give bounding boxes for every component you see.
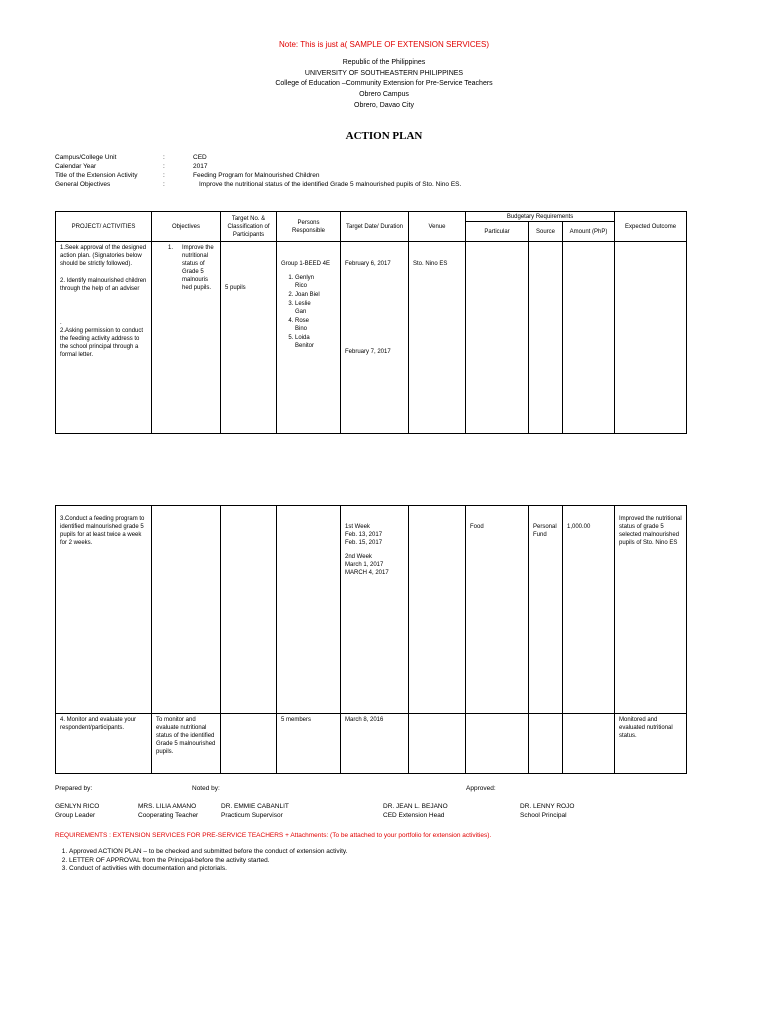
colon: : bbox=[163, 163, 165, 170]
action-plan-table-1 bbox=[55, 211, 687, 434]
persons-cell bbox=[277, 714, 341, 774]
colon: : bbox=[163, 154, 165, 161]
header-date: Target Date/ Duration bbox=[341, 212, 409, 242]
signatory-name: MRS. LILIA AMANO bbox=[138, 803, 197, 810]
objective-number: 1. bbox=[168, 245, 174, 251]
source-cell bbox=[529, 506, 563, 714]
requirements-list bbox=[55, 848, 347, 874]
signatory bbox=[520, 803, 574, 820]
activity-asking-permission: 2.Asking permission to conduct the feeding activity address to the school principal through a formal letter. bbox=[60, 328, 144, 358]
header-target: Target No. & Classification of Participants bbox=[221, 212, 277, 242]
week2-dates: March 1, 2017 MARCH 4, 2017 bbox=[345, 562, 389, 576]
venue-cell bbox=[409, 242, 466, 434]
colon: : bbox=[163, 172, 165, 179]
table-row bbox=[56, 242, 687, 434]
person-item: 4. Rose Bino bbox=[295, 317, 321, 333]
activity-dot: . bbox=[60, 320, 62, 326]
signatory-name: DR. LENNY ROJO bbox=[520, 803, 575, 810]
date-b: February 7, 2017 bbox=[345, 349, 391, 355]
activity-value: Feeding Program for Malnourished Children bbox=[193, 172, 320, 179]
venue-value: Sto. Nino ES bbox=[413, 261, 448, 267]
header-budget: Budgetary Requirements bbox=[466, 212, 615, 222]
date-cell bbox=[341, 242, 409, 434]
date-cell bbox=[341, 714, 409, 774]
person-item: 1. Genlyn Rico bbox=[295, 274, 321, 290]
info-block bbox=[55, 154, 615, 194]
source-value: Personal Fund bbox=[533, 524, 557, 538]
header-college: College of Education –Community Extension for Pre-Service Teachers bbox=[275, 80, 493, 87]
header-activities: PROJECT/ ACTIVITIES bbox=[56, 212, 152, 242]
page-title: ACTION PLAN bbox=[345, 130, 423, 142]
header-objectives: Objectives bbox=[152, 212, 221, 242]
particular-value: Food bbox=[470, 524, 484, 530]
objectives-value: Improve the nutritional status of the identified Grade 5 malnourished pupils of Sto. Nino ES. bbox=[199, 181, 462, 188]
signatory-role: Practicum Supervisor bbox=[221, 811, 283, 819]
particular-cell bbox=[466, 506, 529, 714]
header-university: UNIVERSITY OF SOUTHEASTERN PHILIPPINES bbox=[304, 70, 464, 77]
header-venue: Venue bbox=[409, 212, 466, 242]
week1-label: 1st Week bbox=[345, 524, 370, 530]
header-campus: Obrero Campus bbox=[359, 91, 409, 98]
objectives-cell bbox=[152, 714, 221, 774]
signatory bbox=[221, 803, 289, 820]
target-cell bbox=[221, 242, 277, 434]
header-amount: Amount (PhP) bbox=[563, 222, 615, 242]
list-item: 1. Approved ACTION PLAN – to be checked and submitted before the conduct of extension activity. bbox=[69, 848, 347, 857]
persons-list bbox=[281, 274, 336, 350]
week2-label: 2nd Week bbox=[345, 554, 372, 560]
requirements-note: REQUIREMENTS : EXTENSION SERVICES FOR PRE-SERVICE TEACHERS + Attachments: (To be attached to your portfolio for extension activities). bbox=[55, 832, 492, 839]
noted-label: Noted by: bbox=[192, 785, 220, 792]
activity-feeding: 3.Conduct a feeding program to identified malnourished grade 5 pupils for at least twice a week for 2 weeks. bbox=[60, 516, 145, 546]
action-plan-table-2 bbox=[55, 505, 687, 774]
signatory-name: GENLYN RICO bbox=[55, 803, 100, 810]
header-city: Obrero, Davao City bbox=[354, 102, 414, 109]
header-particular: Particular bbox=[466, 222, 529, 242]
persons-cell bbox=[277, 242, 341, 434]
amount-value: 1,000.00 bbox=[567, 524, 591, 530]
objectives-cell bbox=[152, 242, 221, 434]
outcome-cell bbox=[615, 506, 687, 714]
date-a: February 6, 2017 bbox=[345, 261, 391, 267]
activities-cell bbox=[56, 714, 152, 774]
objective-text: Improve the nutritional status of Grade 5 malnouris hed pupils. bbox=[182, 245, 214, 291]
year-key: Calendar Year bbox=[55, 163, 97, 170]
signatory bbox=[55, 803, 99, 820]
person-item: 5. Loida Benitor bbox=[295, 334, 321, 350]
approved-label: Approved: bbox=[466, 785, 496, 792]
target-value: 5 pupils bbox=[225, 285, 246, 291]
signatory-role: Group Leader bbox=[55, 811, 96, 819]
outcome-monitor: Monitored and evaluated nutritional status. bbox=[619, 717, 673, 739]
outcome-cell bbox=[615, 714, 687, 774]
person-item: 3. Leslie Gan bbox=[295, 300, 321, 316]
header-republic: Republic of the Philippines bbox=[342, 59, 426, 66]
signatory-name: DR. JEAN L. BEJANO bbox=[383, 803, 448, 810]
activities-cell bbox=[56, 506, 152, 714]
header-source: Source bbox=[529, 222, 563, 242]
activities-cell bbox=[56, 242, 152, 434]
signatory-role: Cooperating Teacher bbox=[138, 811, 199, 819]
outcome-value: Improved the nutritional status of grade 5 selected malnourished pupils of Sto. Nino ES bbox=[619, 516, 682, 546]
campus-value: CED bbox=[193, 154, 207, 161]
table-row bbox=[56, 506, 687, 714]
signatory bbox=[138, 803, 198, 820]
activity-monitor: 4. Monitor and evaluate your respondent/participants. bbox=[60, 717, 137, 731]
signatory-role: CED Extension Head bbox=[383, 811, 445, 819]
sample-note: Note: This is just a( SAMPLE OF EXTENSION SERVICES) bbox=[279, 40, 489, 49]
list-item: 3. Conduct of activities with documentation and pictorials. bbox=[69, 865, 347, 874]
activity-seek-approval: 1.Seek approval of the designed action plan. (Signatories below should be strictly followed). bbox=[60, 245, 147, 267]
campus-key: Campus/College Unit bbox=[55, 154, 117, 161]
signatory bbox=[383, 803, 448, 820]
objective-monitor: To monitor and evaluate nutritional status of the identified Grade 5 malnourished pupils. bbox=[156, 717, 216, 755]
group-name: Group 1-BEED 4E bbox=[281, 261, 331, 267]
list-item: 2. LETTER OF APPROVAL from the Principal-before the activity started. bbox=[69, 857, 347, 866]
table-row bbox=[56, 714, 687, 774]
activity-key: Title of the Extension Activity bbox=[55, 172, 138, 179]
activity-identify: 2. Identify malnourished children through the help of an adviser bbox=[60, 278, 147, 292]
prepared-label: Prepared by: bbox=[55, 785, 93, 792]
person-item: 2. Joan Biel bbox=[295, 291, 321, 299]
header-persons: Persons Responsible bbox=[277, 212, 341, 242]
amount-cell bbox=[563, 506, 615, 714]
header-outcome: Expected Outcome bbox=[615, 212, 687, 242]
objectives-key: General Objectives bbox=[55, 181, 111, 188]
week1-dates: Feb. 13, 2017 Feb. 15, 2017 bbox=[345, 532, 383, 546]
date-value: March 8, 2016 bbox=[345, 717, 384, 723]
signatory-name: DR. EMMIE CABANLIT bbox=[221, 803, 289, 810]
year-value: 2017 bbox=[193, 163, 208, 170]
persons-value: 5 members bbox=[281, 717, 312, 723]
date-cell bbox=[341, 506, 409, 714]
signatory-role: School Principal bbox=[520, 811, 567, 819]
colon: : bbox=[163, 181, 165, 188]
